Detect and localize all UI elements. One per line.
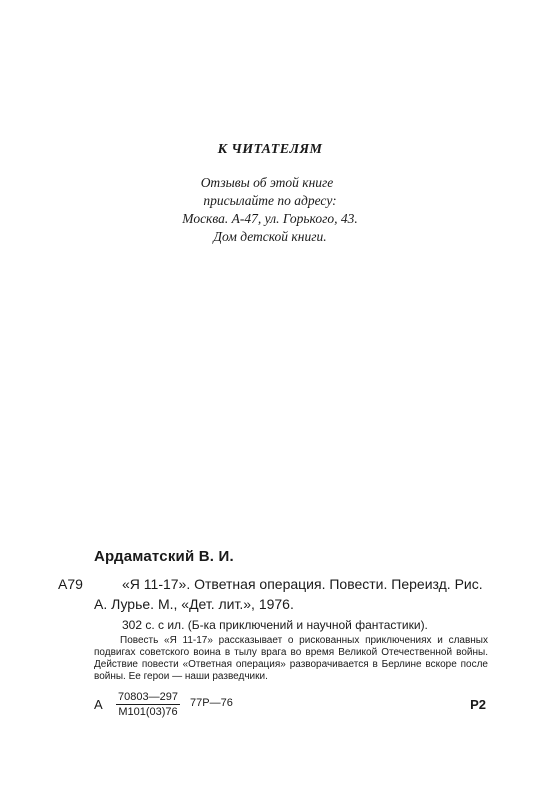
catalog-annotation: Повесть «Я 11-17» рассказывает о рискованных приключениях и славных подвигах советского воина в тылу врага во время Великой Отечественной войны. Действие повести «Ответная операция» разворачивается в Берлине вскоре после войны. Ее герои — наши разведчики. <box>94 635 488 682</box>
index-tail: 77Р—76 <box>190 697 233 709</box>
catalog-author: Ардаматский В. И. <box>94 548 234 565</box>
to-readers-block <box>0 142 540 246</box>
readers-line-2: присылайте по адресу: <box>203 193 337 208</box>
readers-line-3: Москва. А-47, ул. Горького, 43. <box>182 211 358 226</box>
readers-line-4: Дом детской книги. <box>213 229 327 244</box>
index-numerator: 70803—297 <box>118 691 178 703</box>
index-letter: А <box>94 697 103 712</box>
index-fraction <box>116 691 180 718</box>
catalog-bibliographic-entry: «Я 11-17». Ответная операция. Повести. Переизд. Рис. А. Лурье. М., «Дет. лит.», 1976. <box>94 576 483 612</box>
readers-line-1: Отзывы об этой книге <box>200 175 334 190</box>
catalog-code: А79 <box>58 576 83 592</box>
index-denominator: М101(03)76 <box>118 706 178 718</box>
index-udk: Р2 <box>470 697 486 712</box>
to-readers-title: К ЧИТАТЕЛЯМ <box>217 142 323 157</box>
catalog-index-row <box>94 691 488 721</box>
catalog-series: 302 с. с ил. (Б-ка приключений и научной фантастики). <box>122 618 428 632</box>
